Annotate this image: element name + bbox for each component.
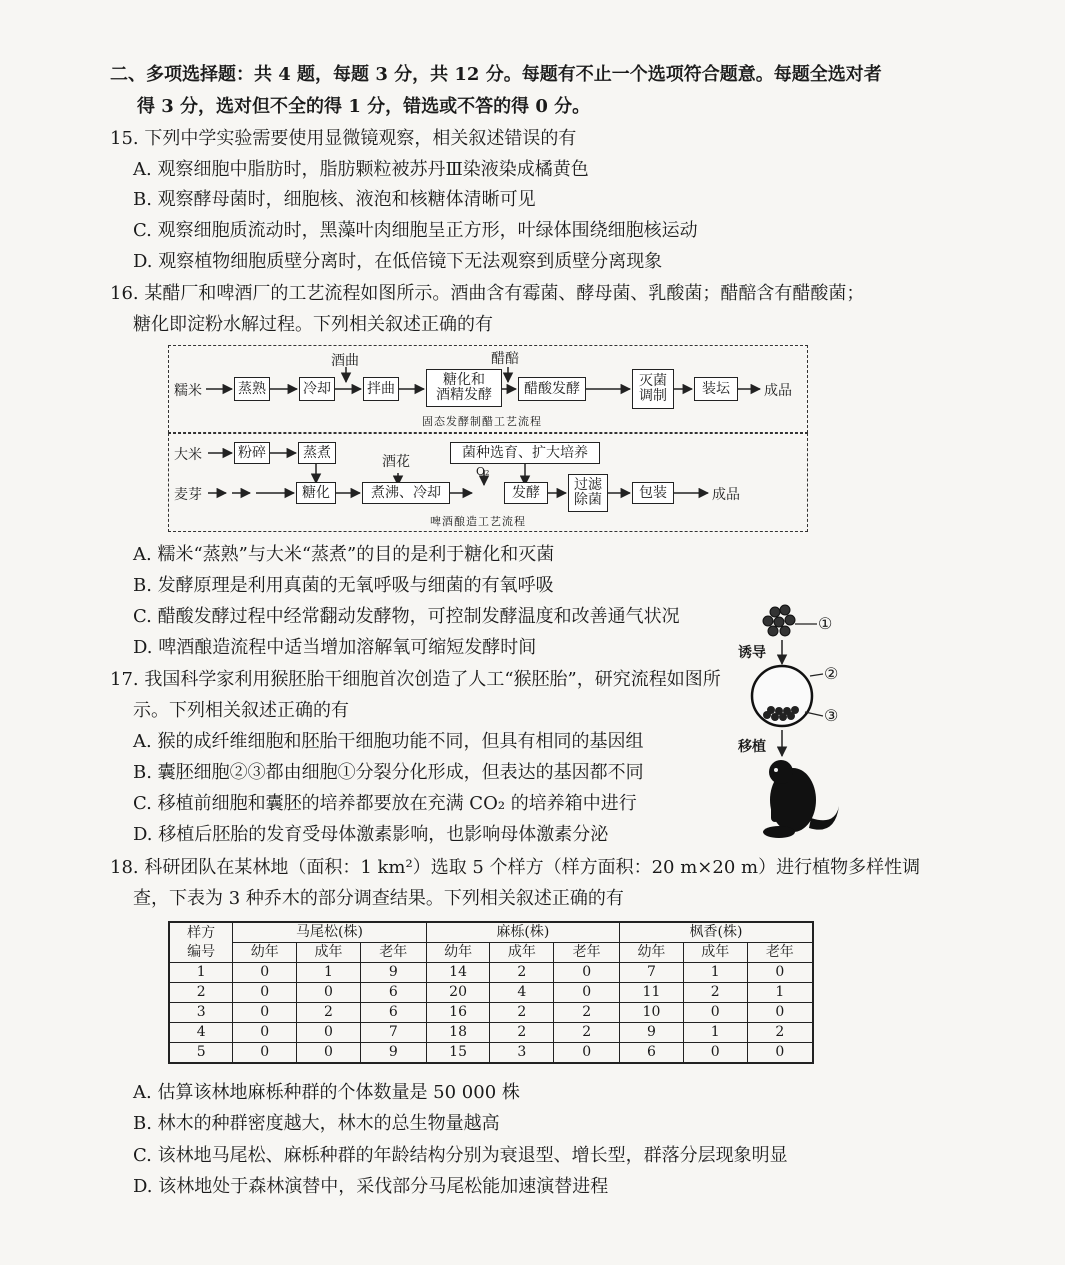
- header-age: 老年: [360, 943, 426, 963]
- q18-stem-line2: 查，下表为 3 种乔木的部分调查结果。下列相关叙述正确的有: [133, 888, 624, 909]
- step-steam-boil: 蒸煮: [298, 442, 336, 464]
- table-cell-plot: 1: [169, 963, 233, 983]
- table-cell-count: 15: [426, 1043, 490, 1064]
- step-steam-cook: 蒸熟: [234, 377, 270, 401]
- table-cell-count: 1: [747, 983, 813, 1003]
- table-cell-count: 0: [683, 1003, 747, 1023]
- step-cool: 冷却: [299, 377, 335, 401]
- q18-option-a: A. 估算该林地麻栎种群的个体数量是 50 000 株: [133, 1082, 520, 1103]
- q15-option-b: B. 观察酵母菌时，细胞核、液泡和核糖体清晰可见: [133, 189, 536, 210]
- input-malt: 麦芽: [174, 487, 202, 503]
- process-flow-diagram: [168, 345, 808, 532]
- q17-option-a: A. 猴的成纤维细胞和胚胎干细胞功能不同，但具有相同的基因组: [133, 731, 644, 752]
- header-species-oak: 麻栎(株): [426, 922, 619, 943]
- header-age: 成年: [297, 943, 361, 963]
- header-age: 幼年: [426, 943, 490, 963]
- table-cell-count: 0: [747, 963, 813, 983]
- step-mix-starter: 拌曲: [363, 377, 399, 401]
- beer-output: 成品: [712, 487, 740, 503]
- step-saccharify-alcohol-ferment: 糖化和 酒精发酵: [426, 369, 502, 407]
- q16-option-d: D. 啤酒酿造流程中适当增加溶解氧可缩短发酵时间: [133, 637, 537, 658]
- label-oxygen: O₂: [476, 465, 490, 478]
- q18-option-c: C. 该林地马尾松、麻栎种群的年龄结构分别为衰退型、增长型，群落分层现象明显: [133, 1145, 788, 1166]
- q16-stem-line1: 16. 某醋厂和啤酒厂的工艺流程如图所示。酒曲含有霉菌、酵母菌、乳酸菌；醋醅含有醋酸菌；: [110, 283, 865, 304]
- table-cell-count: 2: [554, 1003, 620, 1023]
- label-transplant: 移植: [738, 739, 766, 755]
- table-cell-count: 0: [233, 1023, 297, 1043]
- label-jiuqu: 酒曲: [331, 353, 359, 369]
- figure-label-2: ②: [824, 664, 839, 683]
- table-cell-count: 14: [426, 963, 490, 983]
- table-cell-count: 3: [490, 1043, 554, 1064]
- table-cell-count: 9: [360, 1043, 426, 1064]
- table-cell-count: 0: [233, 1003, 297, 1023]
- q16-option-c: C. 醋酸发酵过程中经常翻动发酵物，可控制发酵温度和改善通气状况: [133, 606, 680, 627]
- figure-label-3: ③: [824, 706, 839, 725]
- table-cell-count: 1: [683, 1023, 747, 1043]
- table-cell-count: 2: [297, 1003, 361, 1023]
- section-heading-line1: 二、多项选择题：共 4 题，每题 3 分，共 12 分。每题有不止一个选项符合题意。每题全选对者: [110, 64, 882, 85]
- table-cell-count: 0: [297, 1023, 361, 1043]
- table-cell-count: 7: [620, 963, 684, 983]
- table-cell-count: 20: [426, 983, 490, 1003]
- table-cell-count: 10: [620, 1003, 684, 1023]
- step-pack: 包装: [632, 482, 674, 504]
- table-cell-count: 0: [554, 1043, 620, 1064]
- table-cell-count: 4: [490, 983, 554, 1003]
- table-cell-count: 0: [554, 963, 620, 983]
- header-species-masson-pine: 马尾松(株): [233, 922, 426, 943]
- table-row: [169, 1023, 813, 1043]
- table-cell-count: 0: [233, 1043, 297, 1064]
- table-cell-plot: 4: [169, 1023, 233, 1043]
- vinegar-caption: 固态发酵制醋工艺流程: [422, 415, 542, 428]
- q18-option-d: D. 该林地处于森林演替中，采伐部分马尾松能加速演替进程: [133, 1176, 609, 1197]
- table-row: [169, 1003, 813, 1023]
- q16-option-a: A. 糯米“蒸熟”与大米“蒸煮”的目的是利于糖化和灭菌: [133, 544, 555, 565]
- header-age: 老年: [747, 943, 813, 963]
- table-cell-count: 18: [426, 1023, 490, 1043]
- table-cell-count: 2: [683, 983, 747, 1003]
- table-cell-count: 1: [297, 963, 361, 983]
- label-cupei: 醋醅: [491, 351, 519, 367]
- table-cell-count: 11: [620, 983, 684, 1003]
- q15-option-a: A. 观察细胞中脂肪时，脂肪颗粒被苏丹Ⅲ染液染成橘黄色: [133, 159, 589, 180]
- table-cell-count: 0: [297, 1043, 361, 1064]
- q16-stem-line2: 糖化即淀粉水解过程。下列相关叙述正确的有: [133, 314, 493, 335]
- q17-option-d: D. 移植后胚胎的发育受母体激素影响，也影响母体激素分泌: [133, 824, 609, 845]
- header-species-sweetgum: 枫香(株): [620, 922, 813, 943]
- q18-stem-line1: 18. 科研团队在某林地（面积：1 km²）选取 5 个样方（样方面积：20 m×20 m）进行植物多样性调: [110, 857, 921, 878]
- table-cell-count: 0: [233, 983, 297, 1003]
- label-hops: 酒花: [382, 454, 410, 470]
- embryo-figure: [735, 600, 850, 840]
- step-boil-cool: 煮沸、冷却: [362, 482, 450, 504]
- table-cell-count: 2: [490, 1003, 554, 1023]
- table-cell-count: 1: [683, 963, 747, 983]
- table-cell-count: 0: [683, 1043, 747, 1064]
- table-cell-count: 6: [360, 1003, 426, 1023]
- q18-option-b: B. 林木的种群密度越大，林木的总生物量越高: [133, 1113, 500, 1134]
- step-jar: 装坛: [694, 377, 738, 401]
- vinegar-output: 成品: [764, 383, 792, 399]
- header-age: 幼年: [620, 943, 684, 963]
- table-cell-count: 0: [297, 983, 361, 1003]
- beer-caption: 啤酒酿造工艺流程: [430, 515, 526, 528]
- header-age: 成年: [490, 943, 554, 963]
- q17-stem-line2: 示。下列相关叙述正确的有: [133, 700, 349, 721]
- q15-option-c: C. 观察细胞质流动时，黑藻叶肉细胞呈正方形，叶绿体围绕细胞核运动: [133, 220, 698, 241]
- table-cell-count: 2: [554, 1023, 620, 1043]
- q16-option-b: B. 发酵原理是利用真菌的无氧呼吸与细菌的有氧呼吸: [133, 575, 554, 596]
- section-heading-line2: 得 3 分，选对但不全的得 1 分，错选或不答的得 0 分。: [137, 96, 591, 117]
- table-cell-plot: 2: [169, 983, 233, 1003]
- q17-option-c: C. 移植前细胞和囊胚的培养都要放在充满 CO₂ 的培养箱中进行: [133, 793, 637, 814]
- label-induce: 诱导: [738, 645, 766, 661]
- table-cell-count: 0: [747, 1043, 813, 1064]
- header-age: 老年: [554, 943, 620, 963]
- table-cell-count: 6: [620, 1043, 684, 1064]
- table-cell-count: 9: [360, 963, 426, 983]
- input-glutinous-rice: 糯米: [174, 383, 202, 399]
- input-rice: 大米: [174, 447, 202, 463]
- header-age: 成年: [683, 943, 747, 963]
- step-filter-sterilize: 过滤 除菌: [568, 474, 608, 512]
- table-cell-count: 0: [747, 1003, 813, 1023]
- table-cell-count: 9: [620, 1023, 684, 1043]
- q15-stem: 15. 下列中学实验需要使用显微镜观察，相关叙述错误的有: [110, 128, 577, 149]
- table-cell-count: 2: [747, 1023, 813, 1043]
- table-cell-count: 0: [233, 963, 297, 983]
- q15-option-d: D. 观察植物细胞质壁分离时，在低倍镜下无法观察到质壁分离现象: [133, 251, 663, 272]
- step-saccharify: 糖化: [296, 482, 336, 504]
- q17-stem-line1: 17. 我国科学家利用猴胚胎干细胞首次创造了人工“猴胚胎”，研究流程如图所: [110, 669, 721, 690]
- step-acetic-ferment: 醋酸发酵: [518, 377, 586, 401]
- table-row: [169, 963, 813, 983]
- table-cell-count: 0: [554, 983, 620, 1003]
- q17-option-b: B. 囊胚细胞②③都由细胞①分裂分化形成，但表达的基因都不同: [133, 762, 644, 783]
- table-cell-count: 2: [490, 1023, 554, 1043]
- table-row: [169, 1043, 813, 1064]
- table-cell-count: 16: [426, 1003, 490, 1023]
- table-cell-plot: 5: [169, 1043, 233, 1064]
- survey-table-body: [169, 963, 813, 1064]
- header-age: 幼年: [233, 943, 297, 963]
- step-ferment: 发酵: [504, 482, 548, 504]
- step-strain-culture: 菌种选育、扩大培养: [450, 442, 600, 464]
- table-cell-plot: 3: [169, 1003, 233, 1023]
- table-cell-count: 2: [490, 963, 554, 983]
- table-row: [169, 983, 813, 1003]
- survey-table: [168, 921, 814, 1064]
- table-cell-count: 6: [360, 983, 426, 1003]
- step-sterilize-adjust: 灭菌 调制: [632, 369, 674, 409]
- header-plot-number: 样方 编号: [169, 922, 233, 963]
- figure-label-1: ①: [818, 614, 833, 633]
- table-cell-count: 7: [360, 1023, 426, 1043]
- step-crush: 粉碎: [234, 442, 270, 464]
